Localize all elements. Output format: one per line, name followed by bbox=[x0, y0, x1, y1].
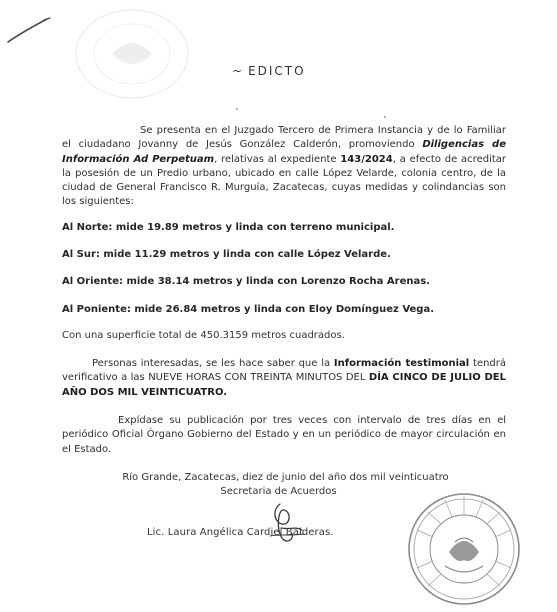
faint-seal-watermark-icon bbox=[52, 4, 212, 114]
place-date: Río Grande, Zacatecas, diez de junio del año dos mil veinticuatro bbox=[122, 472, 449, 483]
boundary-east: Al Oriente: mide 38.14 metros y linda con Lorenzo Rocha Arenas. bbox=[62, 276, 430, 287]
boundary-south: Al Sur: mide 11.29 metros y linda con calle López Velarde. bbox=[62, 249, 391, 260]
intro-text: , relativas al expediente bbox=[214, 153, 341, 165]
publication-paragraph: Expídase su publicación por tres veces con intervalo de tres días en el periódico Oficial Órgano Gobierno del Estado y en un periódico de mayor circulación en el Estado. bbox=[62, 415, 506, 455]
hearing-date: DÍA CINCO DE JULIO DEL AÑO DOS MIL VEINTICUATRO. bbox=[62, 372, 506, 398]
title-text: EDICTO bbox=[248, 64, 306, 78]
pen-stroke-mark-icon bbox=[6, 16, 52, 46]
notice-paragraph bbox=[62, 357, 506, 400]
title-dash: ~ bbox=[232, 64, 243, 78]
scan-speck bbox=[236, 108, 238, 110]
case-number: 143/2024 bbox=[340, 153, 393, 165]
notice-text: Personas interesadas, se les hace saber que la bbox=[92, 358, 334, 369]
boundary-west: Al Poniente: mide 26.84 metros y linda con Eloy Domínguez Vega. bbox=[62, 304, 435, 315]
signer-name: Lic. Laura Angélica Cardiel Balderas. bbox=[147, 527, 334, 538]
intro-paragraph bbox=[62, 124, 506, 210]
document-title bbox=[232, 64, 306, 78]
notice-bold: Información testimonial bbox=[333, 358, 470, 369]
intro-text: , a efecto de acreditar la posesión de un Predio urbano, ubicado en calle López Velarde, colonia centro, de la ciudad de General Francisco R. Murguía, Zacatecas, cuyas medidas y colindancias son los siguientes: bbox=[62, 153, 507, 208]
intro-bold: Diligencias de Información Ad Perpetuam bbox=[62, 139, 506, 165]
scan-speck bbox=[384, 116, 386, 118]
intro-text: Se presenta en el Juzgado Tercero de Primera Instancia y de lo Familiar el ciudadano Jovanny de Jesús González Calderón, promoviendo bbox=[62, 125, 506, 151]
office-title: Secretaria de Acuerdos bbox=[220, 486, 337, 497]
handwritten-signature-icon bbox=[262, 500, 312, 552]
court-seal-icon bbox=[405, 490, 523, 608]
notice-text: tendrá verificativo a las NUEVE HORAS CON TREINTA MINUTOS DEL bbox=[62, 358, 506, 384]
boundary-north: Al Norte: mide 19.89 metros y linda con terreno municipal. bbox=[62, 222, 395, 233]
surface-area: Con una superficie total de 450.3159 metros cuadrados. bbox=[62, 330, 345, 341]
